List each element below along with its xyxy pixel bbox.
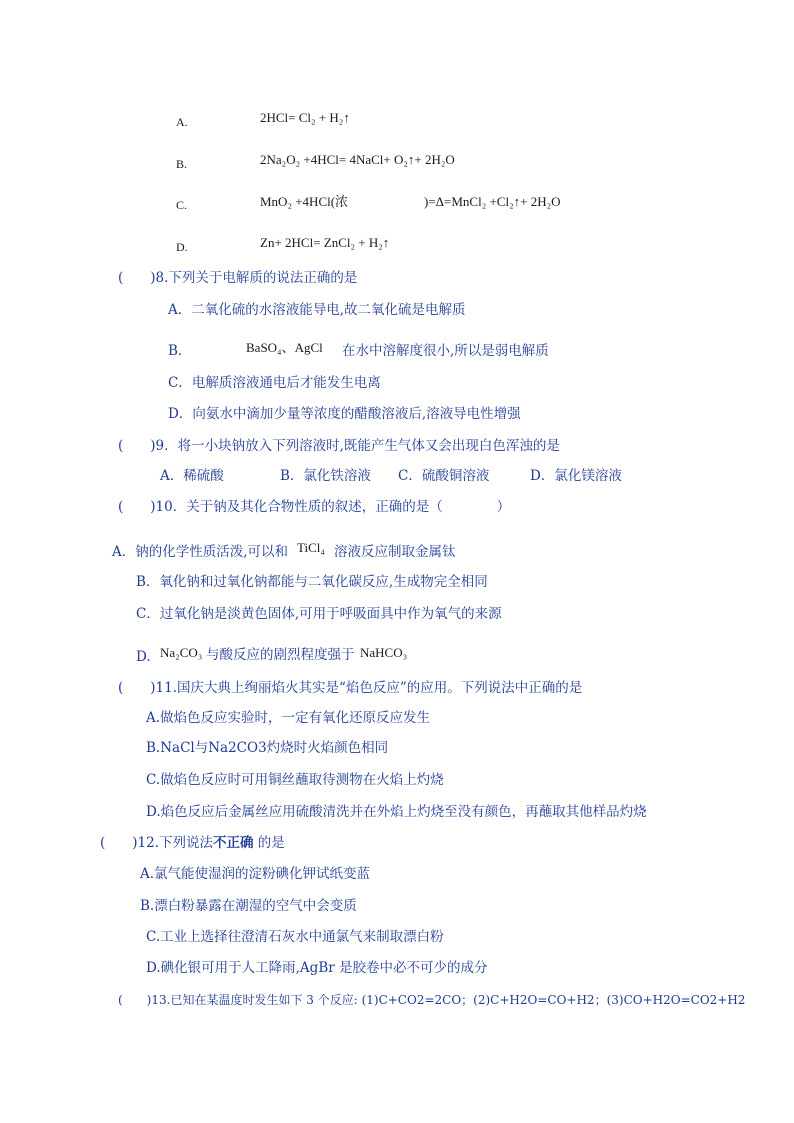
q9-option-a: A．稀硫酸 [160,468,224,484]
q12-stem-emphasis: 不正确 [213,835,254,851]
q9-option-d: D．氯化镁溶液 [530,468,622,484]
q11-stem: ( )11.国庆大典上绚丽焰火其实是“焰色反应”的应用。下列说法中正确的是 [118,680,583,696]
q12-stem [100,833,285,853]
q10-option-a-post: 溶液反应制取金属钛 [334,544,456,560]
q7-option-a-formula: 2HCl= Cl₂ + H₂↑ [260,110,350,125]
q11-option-a: A.做焰色反应实验时，一定有氧化还原反应发生 [146,710,431,726]
q11-option-b: B.NaCl与Na2CO3灼烧时火焰颜色相同 [146,740,389,756]
q8-option-d: D．向氨水中滴加少量等浓度的醋酸溶液后,溶液导电性增强 [168,406,521,422]
q12-stem-post: 的是 [253,835,285,851]
q8-stem: ( )8.下列关于电解质的说法正确的是 [118,270,358,286]
q10-option-c: C．过氧化钠是淡黄色固体,可用于呼吸面具中作为氧气的来源 [136,606,502,622]
q8-option-a: A．二氧化硫的水溶液能导电,故二氧化硫是电解质 [168,302,466,318]
q7-option-a-label: A. [176,115,188,129]
q10-option-d-mid: 与酸反应的剧烈程度强于 [206,647,355,663]
q8-option-b-label: B. [168,343,183,359]
q11-option-d: D.焰色反应后金属丝应用硫酸清洗并在外焰上灼烧至没有颜色，再蘸取其他样品灼烧 [146,804,647,820]
q10-option-b: B．氧化钠和过氧化钠都能与二氧化碳反应,生成物完全相同 [136,574,488,590]
q10-option-d-formula2: NaHCO₃ [360,645,408,660]
q9-stem: ( )9．将一小块钠放入下列溶液时,既能产生气体又会出现白色浑浊的是 [118,438,560,454]
q10-option-d-label: D. [136,649,151,665]
q12-option-a: A.氯气能使湿润的淀粉碘化钾试纸变蓝 [140,866,371,882]
q12-option-c: C.工业上选择往澄清石灰水中通氯气来制取漂白粉 [146,929,444,945]
q10-option-a-formula: TiCl₄ [297,540,325,555]
q7-option-c-formula-left: MnO₂ +4HCl(浓 [260,194,349,209]
q7-option-d-label: D. [176,240,188,254]
q12-stem-pre: ( )12.下列说法 [100,835,214,851]
q9-option-c: C．硫酸铜溶液 [398,468,490,484]
q10-stem: ( )10．关于钠及其化合物性质的叙述，正确的是（ ） [118,499,511,515]
q10-option-a-pre: A．钠的化学性质活泼,可以和 [112,544,289,560]
q9-option-b: B．氯化铁溶液 [280,468,371,484]
q8-option-b-formula: BaSO₄、AgCl [246,340,323,355]
q8-option-c: C．电解质溶液通电后才能发生电离 [168,375,381,391]
q10-option-d-formula1: Na₂CO₃ [160,645,203,660]
q7-option-c-formula-right: )=Δ=MnCl₂ +Cl₂↑+ 2H₂O [424,194,561,209]
q7-option-b-label: B. [176,157,188,171]
q7-option-b-formula: 2Na₂O₂ +4HCl= 4NaCl+ O₂↑+ 2H₂O [260,152,455,167]
q12-option-d: D.碘化银可用于人工降雨,AgBr 是胶卷中必不可少的成分 [146,960,488,976]
q13-stem: ( )13.已知在某温度时发生如下 3 个反应: (1)C+CO2=2CO；(2)C+H2O=CO+H2；(3)CO+H2O=CO2+H2 [118,993,746,1007]
q8-option-b-text: 在水中溶解度很小,所以是弱电解质 [342,343,549,359]
q7-option-d-formula: Zn+ 2HCl= ZnCl₂ + H₂↑ [260,235,390,250]
q12-option-b: B.漂白粉暴露在潮湿的空气中会变质 [140,898,357,914]
q11-option-c: C.做焰色反应时可用铜丝蘸取待测物在火焰上灼烧 [146,772,444,788]
q7-option-c-label: C. [176,198,188,212]
